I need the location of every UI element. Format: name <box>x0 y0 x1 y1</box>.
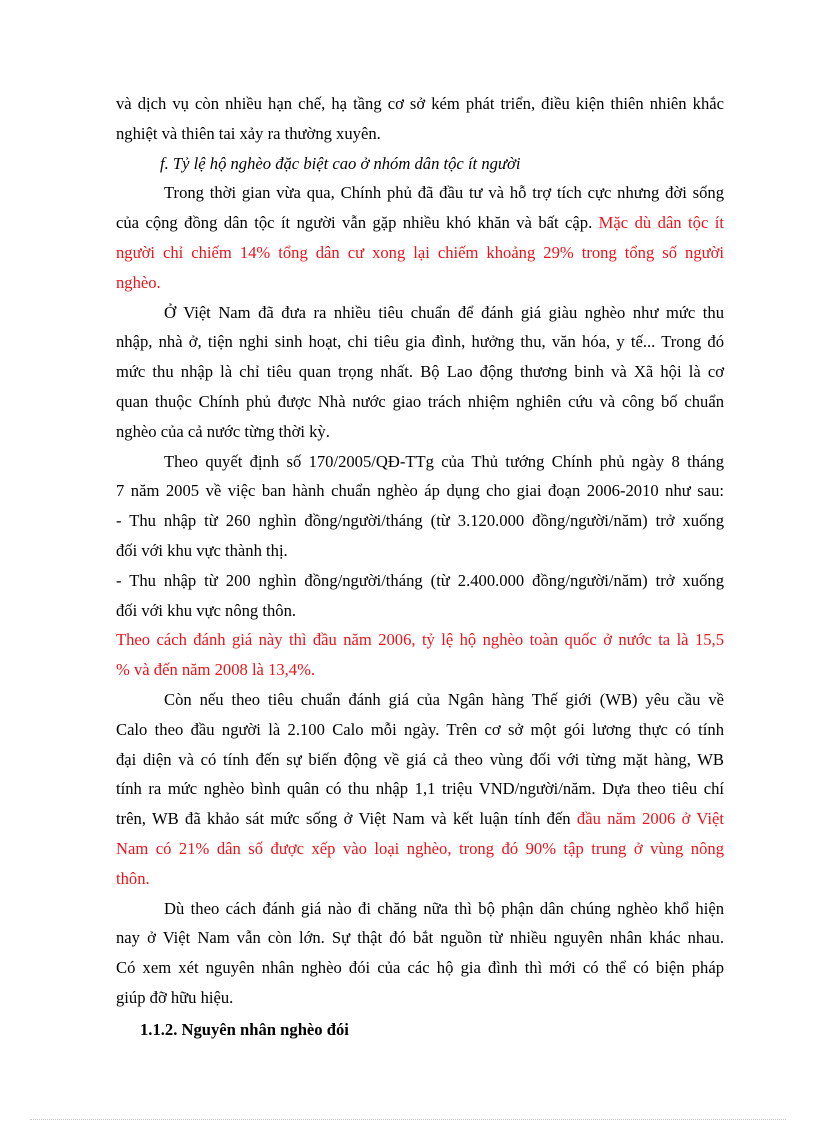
document-body <box>116 89 724 1045</box>
text-line: - Thu nhập từ 200 nghìn đồng/người/tháng (từ 2.400.000 đồng/người/năm) trở xuống <box>116 570 724 590</box>
section-title: 1.1.2. Nguyên nhân nghèo đói <box>140 1019 349 1039</box>
text-line <box>116 208 724 238</box>
text-line <box>116 804 724 834</box>
highlight-line: nghèo. <box>116 272 161 292</box>
highlight-line: thôn. <box>116 868 150 888</box>
text-line: nghèo của cả nước từng thời kỳ. <box>116 421 330 441</box>
text-line: Calo theo đầu người là 2.100 Calo mỗi ngày. Trên cơ sở một gói lương thực có tính <box>116 719 724 739</box>
highlight-line: người chỉ chiếm 14% tổng dân cư xong lại chiếm khoảng 29% trong tổng số người <box>116 242 724 262</box>
text-line: Còn nếu theo tiêu chuẩn đánh giá của Ngân hàng Thế giới (WB) yêu cầu về <box>164 689 724 709</box>
subheading: f. Tỷ lệ hộ nghèo đặc biệt cao ở nhóm dân tộc ít người <box>160 153 521 173</box>
text-line: đối với khu vực nông thôn. <box>116 600 297 620</box>
text-span: trên, WB đã khảo sát mức sống ở Việt Nam và kết luận tính đến <box>116 809 571 829</box>
text-line: nghiệt và thiên tai xảy ra thường xuyên. <box>116 123 381 143</box>
highlight-line: % và đến năm 2008 là 13,4%. <box>116 660 316 680</box>
text-line: Có xem xét nguyên nhân nghèo đói của các hộ gia đình thì mới có thể có biện pháp <box>116 958 724 978</box>
text-line: - Thu nhập từ 260 nghìn đồng/người/tháng (từ 3.120.000 đồng/người/năm) trở xuống <box>116 511 724 531</box>
highlight-line: Theo cách đánh giá này thì đầu năm 2006, tỷ lệ hộ nghèo toàn quốc ở nước ta là 15,5 <box>116 630 724 650</box>
text-line: Ở Việt Nam đã đưa ra nhiều tiêu chuẩn để đánh giá giàu nghèo như mức thu <box>164 302 724 322</box>
highlight-text: đầu năm 2006 ở Việt <box>570 809 724 829</box>
text-line: Trong thời gian vừa qua, Chính phủ đã đầu tư và hỗ trợ tích cực nhưng đời sống <box>164 183 724 203</box>
text-line: nay ở Việt Nam vẫn còn lớn. Sự thật đó bắt nguồn từ nhiều nguyên nhân khác nhau. <box>116 928 724 948</box>
text-line: Theo quyết định số 170/2005/QĐ-TTg của Thủ tướng Chính phủ ngày 8 tháng <box>164 451 724 471</box>
text-line: đối với khu vực thành thị. <box>116 540 288 560</box>
page-footer-divider <box>30 1119 786 1120</box>
text-line: 7 năm 2005 về việc ban hành chuẩn nghèo áp dụng cho giai đoạn 2006-2010 như sau: <box>116 481 724 501</box>
text-line: quan thuộc Chính phủ được Nhà nước giao trách nhiệm nghiên cứu và công bố chuẩn <box>116 391 724 411</box>
text-line: mức thu nhập là chỉ tiêu quan trọng nhất. Bộ Lao động thương binh và Xã hội là cơ <box>116 362 724 382</box>
text-span: của cộng đồng dân tộc ít người vẫn gặp nhiều khó khăn và bất cập. <box>116 213 593 233</box>
text-line: Dù theo cách đánh giá nào đi chăng nữa thì bộ phận dân chúng nghèo khổ hiện <box>164 898 724 918</box>
text-line: giúp đỡ hữu hiệu. <box>116 987 234 1007</box>
text-line: tính ra mức nghèo bình quân có thu nhập 1,1 triệu VND/người/năm. Dựa theo tiêu chí <box>116 779 724 799</box>
text-line: đại diện và có tính đến sự biến động về giá cả theo vùng đối với từng mặt hàng, WB <box>116 749 724 769</box>
text-line: và dịch vụ còn nhiều hạn chế, hạ tầng cơ sở kém phát triển, điều kiện thiên nhiên khắc <box>116 94 724 113</box>
text-line: nhập, nhà ở, tiện nghi sinh hoạt, chi tiêu gia đình, hưởng thu, văn hóa, y tế... Trong đó <box>116 332 724 352</box>
highlight-text: Mặc dù dân tộc ít <box>592 213 724 233</box>
highlight-line: Nam có 21% dân số được xếp vào loại nghèo, trong đó 90% tập trung ở vùng nông <box>116 838 724 858</box>
